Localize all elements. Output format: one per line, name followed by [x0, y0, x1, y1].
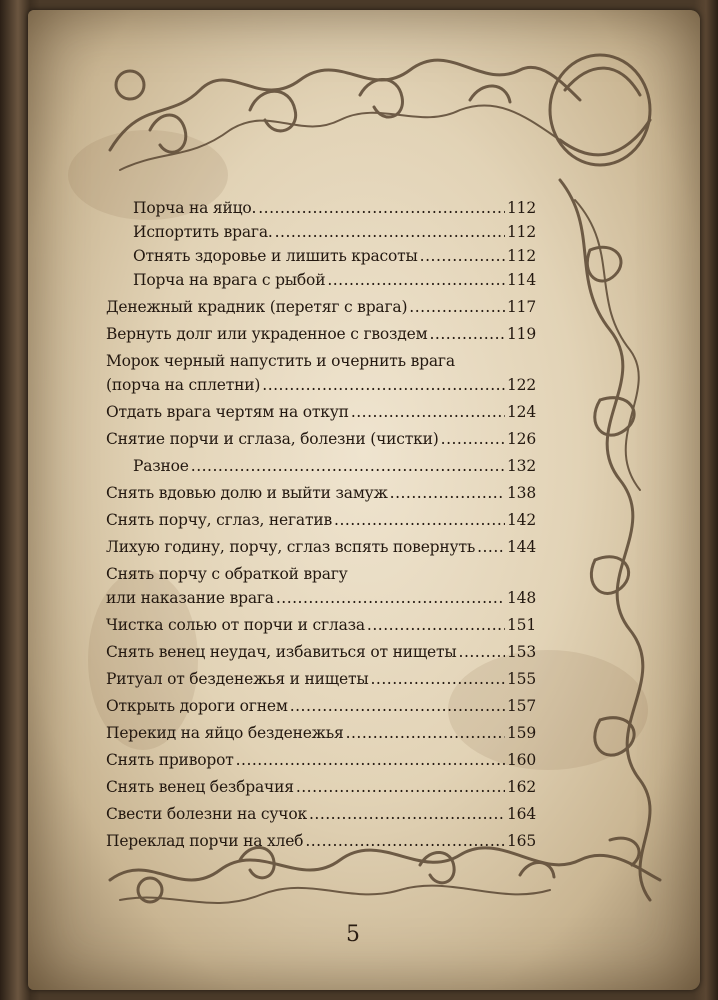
toc-entry-title: Денежный крадник (перетяг с врага) — [106, 298, 408, 316]
toc-line — [106, 613, 536, 637]
toc-entry — [106, 349, 536, 397]
toc-dot-leader — [296, 775, 505, 799]
toc-dot-leader — [371, 667, 506, 691]
toc-page-number: 144 — [507, 538, 536, 556]
toc-line — [106, 295, 536, 319]
toc-entry-title: Свести болезни на сучок — [106, 805, 307, 823]
toc-line — [106, 694, 536, 718]
toc-entry — [106, 748, 536, 772]
toc-page-number: 160 — [507, 751, 536, 769]
toc-entry — [106, 721, 536, 745]
toc-page-number: 119 — [507, 325, 536, 343]
toc-page-number: 112 — [507, 199, 536, 217]
toc-dot-leader — [275, 220, 505, 244]
toc-dot-leader — [477, 535, 505, 559]
toc-entry-title: Отнять здоровье и лишить красоты — [133, 247, 418, 265]
toc-dot-leader — [334, 508, 505, 532]
toc-entry — [106, 196, 536, 220]
toc-dot-leader — [258, 196, 505, 220]
toc-entry-title: Ритуал от безденежья и нищеты — [106, 670, 369, 688]
toc-entry-title: Испортить врага. — [133, 223, 273, 241]
toc-entry — [106, 454, 536, 478]
toc-entry-title: Порча на врага с рыбой — [133, 271, 326, 289]
toc-line — [106, 775, 536, 799]
page-number: 5 — [346, 922, 360, 947]
toc-dot-leader — [459, 640, 505, 664]
toc-line — [106, 454, 536, 478]
toc-page-number: 155 — [507, 670, 536, 688]
toc-entry-title: Переклад порчи на хлеб — [106, 832, 304, 850]
toc-entry — [106, 562, 536, 610]
toc-entry-title: Лихую годину, порчу, сглаз вспять повернуть — [106, 538, 476, 556]
toc-entry — [106, 613, 536, 637]
toc-dot-leader — [420, 244, 505, 268]
toc-entry — [106, 775, 536, 799]
toc-line — [106, 268, 536, 292]
toc-entry-title: Чистка солью от порчи и сглаза — [106, 616, 365, 634]
toc-dot-leader — [351, 400, 505, 424]
toc-dot-leader — [390, 481, 505, 505]
toc-page-number: 132 — [507, 457, 536, 475]
toc-entry-title: Разное — [133, 457, 189, 475]
toc-dot-leader — [367, 613, 505, 637]
toc-entry-title: Снять венец неудач, избавиться от нищеты — [106, 643, 457, 661]
toc-page-number: 142 — [507, 511, 536, 529]
toc-page-number: 151 — [507, 616, 536, 634]
toc-entry — [106, 802, 536, 826]
toc-dot-leader — [346, 721, 505, 745]
toc-page-number: 114 — [507, 271, 536, 289]
toc-line — [106, 508, 536, 532]
toc-line — [106, 400, 536, 424]
toc-line — [106, 481, 536, 505]
toc-page-number: 112 — [507, 247, 536, 265]
toc-page-number: 112 — [507, 223, 536, 241]
toc-entry — [106, 220, 536, 244]
toc-line — [106, 721, 536, 745]
toc-entry — [106, 829, 536, 853]
toc-entry-title: Снять порчу с обраткой врагу — [106, 565, 348, 583]
toc-entry-title: (порча на сплетни) — [106, 376, 261, 394]
toc-line — [106, 349, 536, 373]
toc-line — [106, 196, 536, 220]
toc-entry-title: или наказание врага — [106, 589, 274, 607]
toc-entry — [106, 535, 536, 559]
toc-dot-leader — [429, 322, 505, 346]
toc-entry — [106, 427, 536, 451]
toc-entry — [106, 508, 536, 532]
table-of-contents — [106, 196, 536, 856]
toc-entry-title: Снять вдовью долю и выйти замуж — [106, 484, 388, 502]
toc-line — [106, 220, 536, 244]
toc-line — [106, 748, 536, 772]
toc-entry-title: Снять венец безбрачия — [106, 778, 294, 796]
toc-entry-title: Снятие порчи и сглаза, болезни (чистки) — [106, 430, 439, 448]
toc-entry — [106, 295, 536, 319]
toc-entry — [106, 667, 536, 691]
toc-line — [106, 667, 536, 691]
toc-entry-title: Снять приворот — [106, 751, 234, 769]
toc-dot-leader — [327, 268, 505, 292]
toc-line — [106, 640, 536, 664]
toc-entry — [106, 322, 536, 346]
toc-line — [106, 562, 536, 586]
toc-page-number: 159 — [507, 724, 536, 742]
toc-dot-leader — [309, 802, 505, 826]
toc-entry-title: Вернуть долг или украденное с гвоздем — [106, 325, 428, 343]
toc-line — [106, 244, 536, 268]
toc-dot-leader — [290, 694, 505, 718]
toc-page-number: 157 — [507, 697, 536, 715]
toc-page-number: 164 — [507, 805, 536, 823]
toc-dot-leader — [191, 454, 505, 478]
toc-line — [106, 829, 536, 853]
toc-entry — [106, 640, 536, 664]
toc-line — [106, 802, 536, 826]
toc-entry-title: Открыть дороги огнем — [106, 697, 288, 715]
toc-page-number: 117 — [507, 298, 536, 316]
toc-line — [106, 373, 536, 397]
toc-dot-leader — [236, 748, 505, 772]
toc-page-number: 122 — [507, 376, 536, 394]
toc-entry-title: Перекид на яйцо безденежья — [106, 724, 344, 742]
toc-page-number: 162 — [507, 778, 536, 796]
toc-entry — [106, 694, 536, 718]
toc-entry-title: Порча на яйцо. — [133, 199, 257, 217]
toc-page-number: 138 — [507, 484, 536, 502]
toc-page-number: 165 — [507, 832, 536, 850]
toc-line — [106, 427, 536, 451]
toc-entry — [106, 481, 536, 505]
toc-page-number: 153 — [507, 643, 536, 661]
toc-dot-leader — [409, 295, 505, 319]
toc-dot-leader — [276, 586, 505, 610]
toc-line — [106, 586, 536, 610]
toc-entry — [106, 268, 536, 292]
toc-page-number: 126 — [507, 430, 536, 448]
toc-line — [106, 322, 536, 346]
toc-entry-title: Морок черный напустить и очернить врага — [106, 352, 455, 370]
toc-dot-leader — [305, 829, 505, 853]
toc-entry-title: Отдать врага чертям на откуп — [106, 403, 349, 421]
toc-page-number: 124 — [507, 403, 536, 421]
toc-line — [106, 535, 536, 559]
toc-entry-title: Снять порчу, сглаз, негатив — [106, 511, 333, 529]
toc-page-number: 148 — [507, 589, 536, 607]
toc-dot-leader — [262, 373, 505, 397]
toc-entry — [106, 400, 536, 424]
toc-entry — [106, 244, 536, 268]
toc-dot-leader — [441, 427, 505, 451]
